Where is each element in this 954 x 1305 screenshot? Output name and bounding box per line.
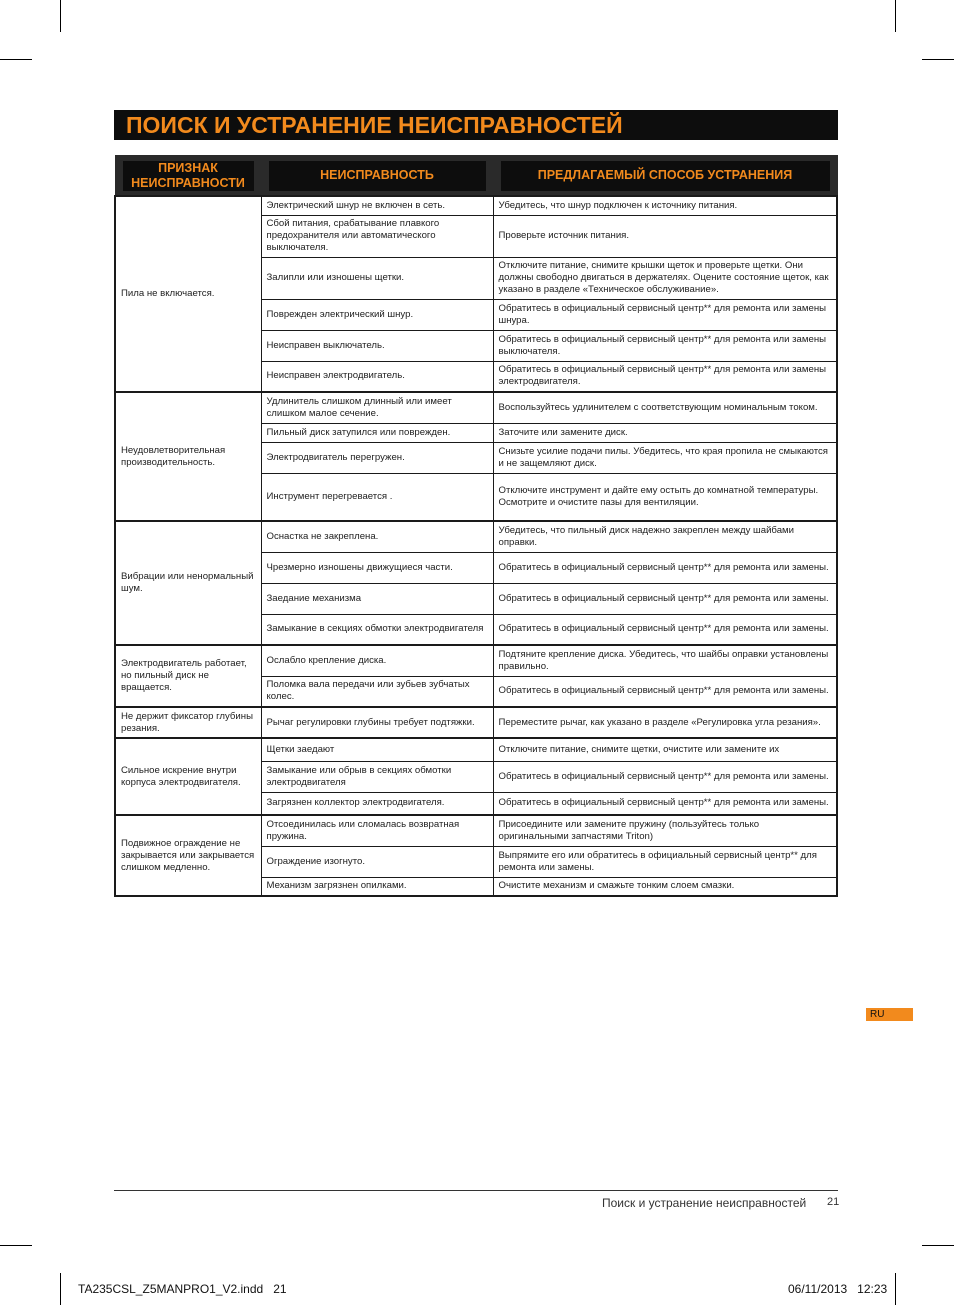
remedy-cell: Обратитесь в официальный сервисный центр** для ремонта или замены. (493, 761, 837, 792)
crop-mark (0, 59, 32, 60)
symptom-cell: Вибрации или ненормальный шум. (115, 521, 261, 645)
remedy-cell: Заточите или замените диск. (493, 423, 837, 442)
remedy-cell: Выпрямите его или обратитесь в официальный сервисный центр** для ремонта или замены. (493, 846, 837, 877)
remedy-cell: Отключите питание, снимите крышки щеток и проверьте щетки. Они должны свободно двигаться в держателях. Оцените состояние щеток, как указано в разделе «Техническое обслуживание». (493, 257, 837, 299)
cause-cell: Ослабло крепление диска. (261, 645, 493, 676)
footer-divider (114, 1190, 838, 1191)
remedy-cell: Отключите питание, снимите щетки, очистите или замените их (493, 738, 837, 761)
remedy-cell: Обратитесь в официальный сервисный центр** для ремонта или замены. (493, 676, 837, 707)
table-row (115, 815, 837, 846)
cause-cell: Залипли или изношены щетки. (261, 257, 493, 299)
remedy-cell: Очистите механизм и смажьте тонким слоем смазки. (493, 877, 837, 896)
remedy-cell: Убедитесь, что шнур подключен к источнику питания. (493, 196, 837, 215)
print-slug-date: 06/11/2013 12:23 (788, 1282, 888, 1296)
table-row (115, 392, 837, 423)
remedy-cell: Снизьте усилие подачи пилы. Убедитесь, что края пропила не смыкаются и не защемляют диск. (493, 442, 837, 473)
cause-cell: Удлинитель слишком длинный или имеет слишком малое сечение. (261, 392, 493, 423)
remedy-cell: Подтяните крепление диска. Убедитесь, что шайбы оправки установлены правильно. (493, 645, 837, 676)
remedy-cell: Обратитесь в официальный сервисный центр** для ремонта или замены. (493, 552, 837, 583)
symptom-cell: Сильное искрение внутри корпуса электродвигателя. (115, 738, 261, 815)
cause-cell: Механизм загрязнен опилками. (261, 877, 493, 896)
header-cause: НЕИСПРАВНОСТЬ (269, 161, 486, 191)
cause-cell: Заедание механизма (261, 583, 493, 614)
table-row (115, 521, 837, 552)
remedy-cell: Проверьте источник питания. (493, 215, 837, 257)
remedy-cell: Обратитесь в официальный сервисный центр** для ремонта или замены электродвигателя. (493, 361, 837, 392)
crop-mark (922, 1245, 954, 1246)
cause-cell: Щетки заедают (261, 738, 493, 761)
cause-cell: Электродвигатель перегружен. (261, 442, 493, 473)
cause-cell: Отсоединилась или сломалась возвратная пружина. (261, 815, 493, 846)
symptom-cell: Электродвигатель работает, но пильный диск не вращается. (115, 645, 261, 707)
page-title: ПОИСК И УСТРАНЕНИЕ НЕИСПРАВНОСТЕЙ (126, 111, 623, 138)
cause-cell: Замыкание в секциях обмотки электродвигателя (261, 614, 493, 645)
cause-cell: Ограждение изогнуто. (261, 846, 493, 877)
remedy-cell: Обратитесь в официальный сервисный центр** для ремонта или замены. (493, 614, 837, 645)
language-tab: RU (866, 1008, 913, 1021)
remedy-cell: Обратитесь в официальный сервисный центр** для ремонта или замены выключателя. (493, 330, 837, 361)
cause-cell: Неисправен выключатель. (261, 330, 493, 361)
remedy-cell: Обратитесь в официальный сервисный центр** для ремонта или замены. (493, 583, 837, 614)
page-title-bar (114, 110, 838, 140)
symptom-cell: Не держит фиксатор глубины резания. (115, 707, 261, 738)
table-row (115, 738, 837, 761)
remedy-cell: Отключите инструмент и дайте ему остыть до комнатной температуры. Осмотрите и очистите пазы для вентиляции. (493, 473, 837, 521)
footer-section-title: Поиск и устранение неисправностей (602, 1196, 807, 1210)
remedy-cell: Присоедините или замените пружину (пользуйтесь только оригинальными запчастями Triton) (493, 815, 837, 846)
cause-cell: Поломка вала передачи или зубьев зубчатых колес. (261, 676, 493, 707)
table-row (115, 196, 837, 215)
table-row (115, 707, 837, 738)
crop-mark (60, 0, 61, 32)
cause-cell: Сбой питания, срабатывание плавкого предохранителя или автоматического выключателя. (261, 215, 493, 257)
table-row (115, 645, 837, 676)
footer-page-number: 21 (827, 1196, 840, 1208)
cause-cell: Пильный диск затупился или поврежден. (261, 423, 493, 442)
crop-mark (895, 1273, 896, 1305)
header-symptom: ПРИЗНАК НЕИСПРАВНОСТИ (123, 161, 254, 191)
crop-mark (60, 1273, 61, 1305)
remedy-cell: Обратитесь в официальный сервисный центр** для ремонта или замены шнура. (493, 299, 837, 330)
table-header-row (115, 156, 837, 197)
remedy-cell: Обратитесь в официальный сервисный центр** для ремонта или замены. (493, 792, 837, 815)
cause-cell: Замыкание или обрыв в секциях обмотки электродвигателя (261, 761, 493, 792)
header-symptom-cell (115, 156, 261, 197)
cause-cell: Электрический шнур не включен в сеть. (261, 196, 493, 215)
remedy-cell: Воспользуйтесь удлинителем с соответствующим номинальным током. (493, 392, 837, 423)
header-remedy: ПРЕДЛАГАЕМЫЙ СПОСОБ УСТРАНЕНИЯ (501, 161, 830, 191)
header-cause-cell (261, 156, 493, 197)
cause-cell: Загрязнен коллектор электродвигателя. (261, 792, 493, 815)
cause-cell: Неисправен электродвигатель. (261, 361, 493, 392)
cause-cell: Чрезмерно изношены движущиеся части. (261, 552, 493, 583)
symptom-cell: Подвижное ограждение не закрывается или закрывается слишком медленно. (115, 815, 261, 896)
crop-mark (922, 59, 954, 60)
crop-mark (0, 1245, 32, 1246)
crop-mark (895, 0, 896, 32)
cause-cell: Рычаг регулировки глубины требует подтяжки. (261, 707, 493, 738)
remedy-cell: Переместите рычаг, как указано в разделе «Регулировка угла резания». (493, 707, 837, 738)
cause-cell: Поврежден электрический шнур. (261, 299, 493, 330)
remedy-cell: Убедитесь, что пильный диск надежно закреплен между шайбами оправки. (493, 521, 837, 552)
cause-cell: Оснастка не закреплена. (261, 521, 493, 552)
cause-cell: Инструмент перегревается . (261, 473, 493, 521)
symptom-cell: Пила не включается. (115, 196, 261, 392)
symptom-cell: Неудовлетворительная производительность. (115, 392, 261, 521)
troubleshooting-table (114, 155, 838, 897)
header-remedy-cell (493, 156, 837, 197)
print-slug-file: TA235CSL_Z5MANPRO1_V2.indd 21 (78, 1282, 287, 1296)
